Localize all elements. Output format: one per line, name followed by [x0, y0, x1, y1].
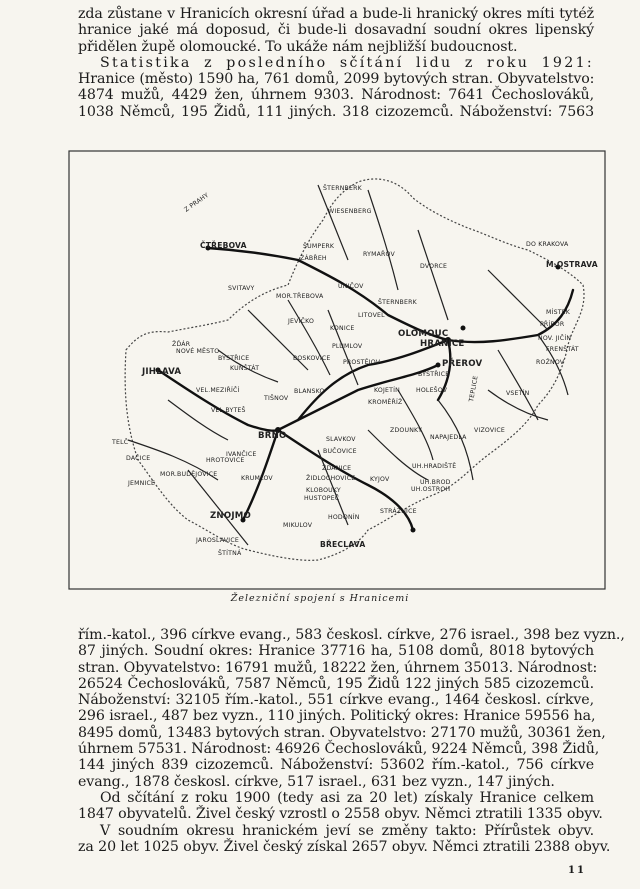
map-label: VSETÍN: [506, 390, 530, 397]
railway-map-figure: [68, 150, 606, 590]
map-label: ŠUMPERK: [303, 243, 335, 250]
map-label: KYJOV: [370, 476, 390, 483]
map-label: UH.BROD: [420, 479, 451, 486]
map-label: TIŠNOV: [264, 395, 289, 402]
map-label: DVORCE: [420, 263, 448, 270]
map-label: ŽĎÁR: [172, 341, 191, 348]
text-line: 1038 Němců, 195 Židů, 111 jiných. 318 cizozemců. Náboženství: 7563: [78, 103, 594, 120]
map-label: BŘECLAVA: [320, 540, 366, 549]
map-label: HUSTOPEČ: [304, 495, 340, 502]
map-label: KOJETÍN: [374, 387, 400, 394]
railway-map: [68, 150, 606, 590]
map-label: OLOMOUC: [398, 329, 449, 339]
map-label: NAPAJEDLA: [430, 434, 467, 441]
map-label: NOV. JIČÍN: [538, 335, 572, 342]
stats-heading: Statistika z posledního sčítání lidu z roku 1921:: [100, 54, 594, 71]
map-label: PŘEROV: [442, 359, 483, 369]
map-label: DO KRAKOVA: [526, 241, 569, 248]
map-label: FRENŠTÁT: [546, 346, 579, 353]
text-line: Hranice (město) 1590 ha, 761 domů, 2099 bytových stran. Obyvatelstvo:: [78, 71, 595, 88]
map-label: JIHLAVA: [142, 367, 182, 377]
map-label: IVANČICE: [226, 451, 257, 458]
text-line: 144 jiných 839 cizozemců. Náboženství: 53602 řím.-katol., 756 církve: [78, 757, 594, 774]
map-label: PLUMLOV: [332, 343, 363, 350]
map-label: MOR.TŘEBOVA: [276, 293, 324, 300]
map-label: BUČOVICE: [323, 448, 357, 455]
map-label: WIESENBERG: [328, 208, 372, 215]
page-number: 11: [568, 865, 586, 876]
text-line: úhrnem 57531. Národnost: 46926 Čechoslováků, 9224 Němců, 398 Židů,: [78, 741, 600, 758]
map-label: RYMAŘOV: [363, 251, 395, 258]
map-label: HOLEŠOV: [416, 387, 448, 394]
map-label: DAČICE: [126, 455, 151, 462]
map-label: HODONÍN: [328, 514, 360, 521]
map-label: ŠTERNBERK: [378, 299, 417, 306]
map-label: JAROSLAVICE: [196, 537, 239, 544]
map-label: ŠTÍTNÁ: [218, 550, 242, 557]
text-line: přidělen župě olomoucké. To ukáže nám nejbližší budoucnost.: [78, 38, 518, 55]
map-label: ŽIDLOCHOVICE: [306, 475, 356, 482]
text-line: 1847 obyvatelů. Živel český vzrostl o 2558 obyv. Němci ztratili 1335 obyv.: [78, 806, 603, 823]
map-label: LITOVEL: [358, 312, 385, 319]
bottom-text-block: [78, 627, 625, 855]
map-label: VEL.MEZIŘÍČÍ: [196, 387, 240, 394]
map-label: SVITAVY: [228, 285, 255, 292]
map-label: MIKULOV: [283, 522, 313, 529]
map-label: MÍSTEK: [546, 309, 571, 316]
map-label: ZDOUNKY: [390, 427, 423, 434]
map-label: BRNO: [258, 431, 287, 441]
map-label: UH.HRADIŠTĚ: [412, 463, 457, 470]
map-label: BYSTŘICE: [418, 371, 450, 378]
text-line: 87 jiných. Soudní okres: Hranice 37716 ha, 5108 domů, 8018 bytových: [78, 643, 594, 660]
map-label: KUNŠTÁT: [230, 365, 260, 372]
top-text-block: [78, 6, 594, 120]
map-label: ZNOJMO: [210, 511, 251, 521]
map-label: MOR.BUDĚJOVICE: [160, 471, 218, 478]
text-line: Od sčítání z roku 1900 (tedy asi za 20 let) získaly Hranice celkem: [100, 789, 594, 806]
map-label: ŠTERNBERK: [323, 185, 362, 192]
text-line: hranice jaké má doposud, či bude-li dosavadní soudní okres lipenský: [78, 22, 594, 39]
text-line: řím.-katol., 396 církve evang., 583 českosl. církve, 276 israel., 398 bez vyzn.,: [78, 627, 625, 643]
map-label: KONICE: [330, 325, 355, 332]
map-label: ROŽNOV: [536, 359, 565, 366]
map-label: JEMNICE: [128, 480, 156, 487]
map-label: JEVÍČKO: [288, 318, 315, 325]
text-line: evang., 1878 českosl. církve, 517 israel., 631 bez vyzn., 147 jiných.: [78, 773, 555, 790]
map-label: VEL.BYTEŠ: [211, 407, 246, 414]
map-label: SLAVKOV: [326, 436, 356, 443]
map-label: UNIČOV: [338, 283, 364, 290]
text-line: Náboženství: 32105 řím.-katol., 551 církve evang., 1464 českosl. církve,: [78, 692, 594, 709]
text-line: 26524 Čechoslováků, 7587 Němců, 195 Židů 122 jiných 585 cizozemců.: [78, 675, 594, 692]
text-line: 8495 domů, 13483 bytových stran. Obyvatelstvo: 27170 mužů, 30361 žen,: [78, 724, 606, 741]
map-label: BOSKOVICE: [293, 355, 331, 362]
text-line: zda zůstane v Hranicích okresní úřad a bude-li hranický okres míti tytéž: [78, 6, 594, 22]
map-label: HROTOVICE: [206, 457, 245, 464]
map-label: NOVÉ MĚSTO: [176, 348, 220, 355]
map-label: PROSTĚJOV: [343, 359, 381, 366]
text-line: 4874 mužů, 4429 žen, úhrnem 9303. Národnost: 7641 Čechoslováků,: [78, 87, 594, 104]
map-label: STRÁŽNICE: [380, 508, 417, 515]
text-line: stran. Obyvatelstvo: 16791 mužů, 18222 žen, úhrnem 35013. Národnost:: [78, 659, 598, 676]
map-label: KLOBOUKY: [306, 487, 341, 494]
text-line: 296 israel., 487 bez vyzn., 110 jiných. Politický okres: Hranice 59556 ha,: [78, 708, 596, 725]
map-label: ČTŘEBOVA: [200, 241, 247, 250]
map-label: BYSTŘICE: [218, 355, 250, 362]
map-label: ŽDÁNICE: [322, 465, 352, 472]
map-label: HRANICE: [420, 339, 465, 349]
text-line: za 20 let 1025 obyv. Živel český získal 2657 obyv. Němci ztratili 2388 obyv.: [78, 838, 611, 855]
map-label: UH.OSTROH: [411, 486, 451, 493]
map-label: ZÁBŘEH: [300, 255, 327, 262]
text-line: V soudním okresu hranickém jeví se změny takto: Přírůstek obyv.: [100, 822, 594, 839]
map-label: VIZOVICE: [474, 427, 505, 434]
map-label: PŘÍBOR: [540, 321, 565, 328]
map-label: Z PRAHY: [183, 191, 211, 214]
map-label: M.OSTRAVA: [546, 260, 598, 269]
map-label: TELČ: [112, 439, 129, 446]
figure-caption: Železniční spojení s Hranicemi: [230, 593, 410, 604]
map-label: KRUMLOV: [241, 475, 273, 482]
map-label: KROMĚŘÍŽ: [368, 399, 403, 406]
map-label: BLANSKO: [294, 388, 325, 395]
map-label: TEPLICE: [468, 375, 480, 403]
